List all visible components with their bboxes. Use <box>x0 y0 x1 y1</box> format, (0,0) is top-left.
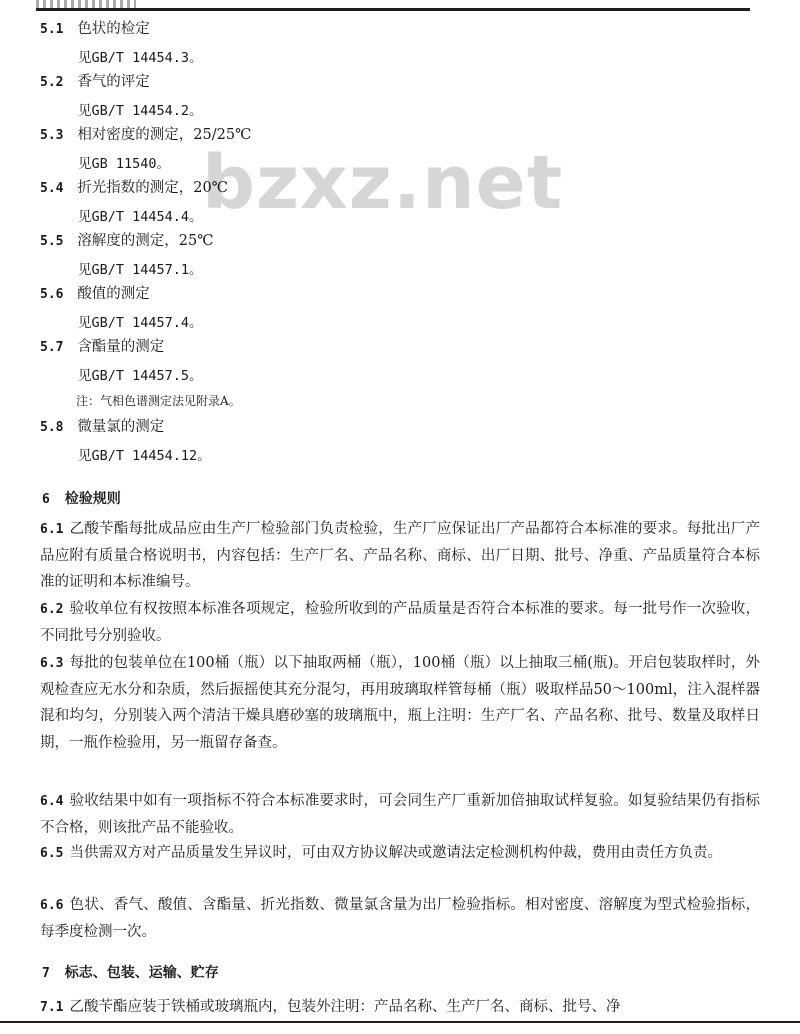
paragraph-6-3 <box>40 650 760 756</box>
paragraph-number: 6.2 <box>40 602 64 617</box>
paragraph-number: 6.3 <box>40 656 64 671</box>
item-title: 折光指数的测定，20℃ <box>77 180 228 196</box>
item-5-2-heading <box>40 73 150 92</box>
item-5-2-ref: 见GB/T 14454.2。 <box>78 103 203 119</box>
paragraph-text: 乙酸苄酯应装于铁桶或玻璃瓶内，包装外注明：产品名称、生产厂名、商标、批号、净 <box>69 999 621 1015</box>
item-title: 香气的评定 <box>77 74 150 90</box>
item-number: 5.1 <box>40 22 64 37</box>
paragraph-6-1 <box>40 516 760 596</box>
item-5-6-ref: 见GB/T 14457.4。 <box>78 315 203 331</box>
paragraph-number: 6.4 <box>40 794 64 809</box>
item-number: 5.5 <box>40 234 64 249</box>
item-5-3-heading <box>40 126 251 145</box>
item-number: 5.8 <box>40 420 64 435</box>
item-number: 5.4 <box>40 181 64 196</box>
paragraph-6-6 <box>40 892 760 945</box>
item-5-3-ref: 见GB 11540。 <box>78 156 171 172</box>
item-title: 含酯量的测定 <box>77 339 165 355</box>
item-number: 5.6 <box>40 287 64 302</box>
paragraph-6-2 <box>40 596 760 649</box>
paragraph-number: 7.1 <box>40 1000 64 1015</box>
section-7-heading <box>42 962 219 982</box>
paragraph-text: 验收结果中如有一项指标不符合本标准要求时，可会同生产厂重新加倍抽取试样复验。如复验结果仍有指标不合格，则该批产品不能验收。 <box>40 793 760 837</box>
item-number: 5.7 <box>40 340 64 355</box>
section-title: 标志、包装、运输、贮存 <box>64 965 219 981</box>
item-title: 微量氯的测定 <box>77 419 165 435</box>
paragraph-text: 乙酸苄酯每批成品应由生产厂检验部门负责检验，生产厂应保证出厂产品都符合本标准的要求。每批出厂产品应附有质量合格说明书，内容包括：生产厂名、产品名称、商标、出厂日期、批号、净重、产品质量符合本标准的证明和本标准编号。 <box>40 521 760 591</box>
watermark: bzxz.net <box>202 140 564 226</box>
footer-rule <box>0 1021 800 1023</box>
section-6-heading <box>42 488 121 508</box>
paragraph-number: 6.6 <box>40 898 64 913</box>
item-5-1-heading <box>40 20 150 39</box>
item-title: 酸值的测定 <box>77 286 150 302</box>
section-number: 7 <box>42 966 50 981</box>
item-5-4-heading <box>40 179 228 198</box>
item-5-8-heading <box>40 418 164 437</box>
paragraph-number: 6.1 <box>40 522 64 537</box>
header-rule <box>36 8 750 11</box>
item-5-8-ref: 见GB/T 14454.12。 <box>78 448 211 464</box>
item-5-7-note: 注：气相色谱测定法见附录A。 <box>76 394 241 408</box>
paragraph-number: 6.5 <box>40 846 64 861</box>
paragraph-text: 当供需双方对产品质量发生异议时，可由双方协议解决或邀请法定检测机构仲裁，费用由责任方负责。 <box>69 845 722 861</box>
item-number: 5.2 <box>40 75 64 90</box>
item-title: 溶解度的测定，25℃ <box>77 233 214 249</box>
item-title: 相对密度的测定，25/25℃ <box>77 127 252 143</box>
header-marks <box>36 0 136 8</box>
paragraph-text: 验收单位有权按照本标准各项规定，检验所收到的产品质量是否符合本标准的要求。每一批号作一次验收，不同批号分别验收。 <box>40 601 760 645</box>
item-5-5-heading <box>40 232 213 251</box>
item-5-5-ref: 见GB/T 14457.1。 <box>78 262 203 278</box>
paragraph-7-1 <box>40 994 760 1021</box>
paragraph-text: 每批的包装单位在100桶（瓶）以下抽取两桶（瓶），100桶（瓶）以上抽取三桶(瓶)。开启包装取样时，外观检查应无水分和杂质，然后振摇使其充分混匀，再用玻璃取样管每桶（瓶）吸取样品50～100ml，注入混样器混和均匀，分别装入两个清洁干燥具磨砂塞的玻璃瓶中，瓶上注明：生产厂名、产品名称、批号、数量及取样日期，一瓶作检验用，另一瓶留存备查。 <box>40 655 760 751</box>
paragraph-text: 色状、香气、酸值、含酯量、折光指数、微量氯含量为出厂检验指标。相对密度、溶解度为型式检验指标，每季度检测一次。 <box>40 897 760 941</box>
item-number: 5.3 <box>40 128 64 143</box>
section-number: 6 <box>42 492 50 507</box>
section-title: 检验规则 <box>64 491 121 507</box>
paragraph-6-4 <box>40 788 760 841</box>
item-5-1-ref: 见GB/T 14454.3。 <box>78 50 203 66</box>
item-title: 色状的检定 <box>77 21 150 37</box>
item-5-7-heading <box>40 338 164 357</box>
item-5-7-ref: 见GB/T 14457.5。 <box>78 368 203 384</box>
paragraph-6-5 <box>40 840 760 867</box>
item-5-6-heading <box>40 285 150 304</box>
item-5-4-ref: 见GB/T 14454.4。 <box>78 209 203 225</box>
